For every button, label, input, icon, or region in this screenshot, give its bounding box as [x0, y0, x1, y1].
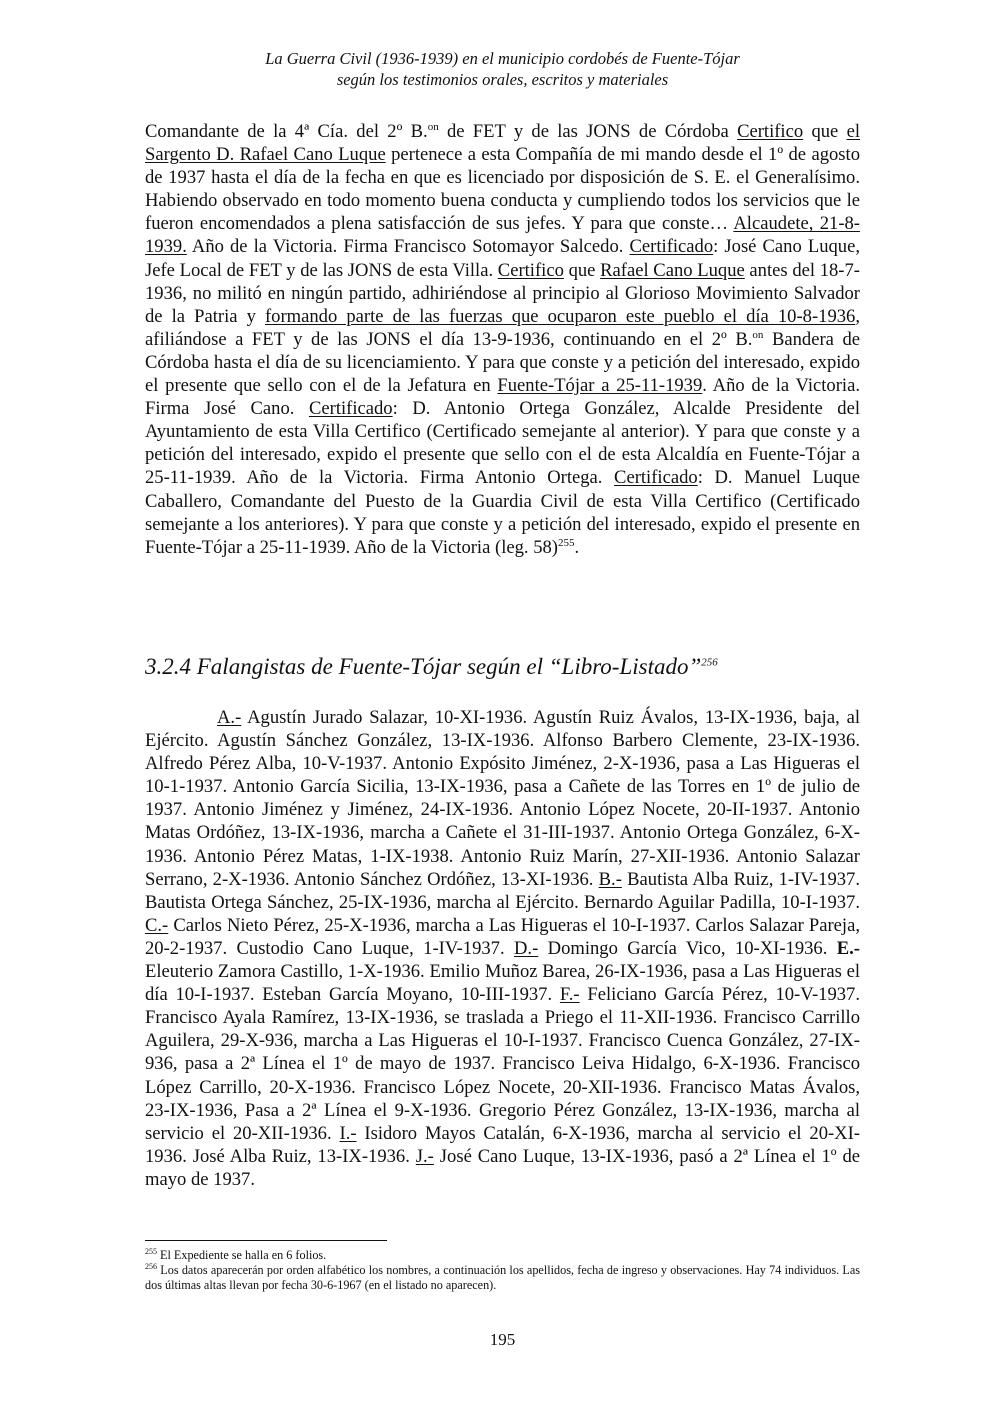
section-heading: [145, 652, 860, 682]
text-run: : D. Manuel Luque Caballero, Comandante del Puesto de la Guardia Civil de esta Villa Certifico (Certificado semejante a los anteriores). Y para que conste y a petición del interesado, expido el presente en Fuente-Tójar a 25-11-1939. Año de la Victoria (leg. 58): [145, 467, 860, 558]
list-entries: José Cano Luque, 13-IX-1936, pasó a 2ª Línea el 1º de mayo de 1937.: [145, 1145, 860, 1190]
list-entries: Bautista Alba Ruiz, 1-IV-1937. Bautista Ortega Sánchez, 25-IX-1936, marcha al Ejército. Bernardo Aguilar Padilla, 10-I-1937.: [145, 868, 860, 913]
letter-marker-b: B.-: [598, 868, 622, 890]
text-run: pertenece a esta Compañía de mi mando desde el 1º de agosto de 1937 hasta el día de la fecha en que es licenciado por disposición de S. E. el Generalísimo. Habiendo observado en todo momento buena conducta y cumpliendo todos los servicios que le fueron encomendados a plena satisfacción de sus jefes. Y para que conste…: [145, 144, 860, 235]
letter-marker-a: A.-: [217, 707, 242, 728]
list-entries: Eleuterio Zamora Castillo, 1-X-1936. Emilio Muñoz Barea, 26-IX-1936, pasa a Las Higueras el día 10-I-1937. Esteban García Moyano, 10-III-1937.: [145, 961, 860, 1006]
text-run: que: [803, 121, 847, 142]
superscript-on: on: [427, 120, 439, 133]
list-entries: Carlos Nieto Pérez, 25-X-1936, marcha a Las Higueras el 10-I-1937. Carlos Salazar Pareja, 20-2-1937. Custodio Cano Luque, 1-IV-1937.: [145, 914, 860, 959]
text-run: .: [574, 536, 580, 558]
footnote-text: El Expediente se halla en 6 folios.: [157, 1248, 327, 1262]
underlined-text: Certificado: [614, 467, 698, 489]
list-entries: Isidoro Mayos Catalán, 6-X-1936, marcha al servicio el 20-XI-1936. José Alba Ruiz, 13-IX-1936.: [145, 1122, 860, 1167]
text-run: Bandera de Córdoba hasta el día de su licenciamiento. Y para que conste y a petición del interesado, expido el presente que sello con el de la Jefatura en: [145, 328, 860, 397]
running-header-line-2: según los testimonios orales, escritos y materiales: [336, 70, 669, 89]
underlined-text: Certifico: [497, 259, 564, 281]
footnote-text: Los datos aparecerán por orden alfabético los nombres, a continuación los apellidos, fecha de ingreso y observaciones. Hay 74 individuos. Las dos últimas altas llevan por fecha 30-6-1967 (en el listado no aparecen).: [145, 1263, 860, 1292]
text-run: de FET y de las JONS de Córdoba: [438, 121, 738, 142]
footnote-ref-256[interactable]: 256: [701, 656, 718, 669]
footnote-ref-255[interactable]: 255: [558, 536, 575, 549]
page-number: 195: [489, 1330, 516, 1349]
running-header-line-1: La Guerra Civil (1936-1939) en el municipio cordobés de Fuente-Tójar: [265, 49, 740, 68]
footnote-255: [145, 1248, 860, 1263]
text-run: Comandante de la 4ª Cía. del 2º B.: [145, 121, 428, 142]
underlined-text: Certifico: [737, 121, 804, 142]
letter-marker-j: J.-: [415, 1145, 434, 1167]
footnote-256: [145, 1263, 860, 1293]
text-run: : José Cano Luque, Jefe Local de FET y de las JONS de esta Villa.: [145, 236, 860, 281]
section-title: 3.2.4 Falangistas de Fuente-Tójar según el “Libro-Listado”: [145, 654, 702, 679]
letter-marker-e: E.-: [836, 937, 860, 959]
text-run: que: [563, 259, 601, 281]
underlined-text: Certificado: [629, 236, 714, 258]
footnote-number: 256: [145, 1261, 157, 1271]
letter-marker-c: C.-: [145, 914, 169, 936]
list-entries: Feliciano García Pérez, 10-V-1937. Francisco Ayala Ramírez, 13-IX-1936, se traslada a Priego el 11-XII-1936. Francisco Carrillo Aguilera, 29-X-936, marcha a Las Higueras el 10-I-1937. Francisco Cuenca González, 27-IX-936, pasa a 2ª Línea el 1º de mayo de 1937. Francisco Leiva Hidalgo, 6-X-1936. Francisco López Carrillo, 20-X-1936. Francisco López Nocete, 20-XII-1936. Francisco Matas Ávalos, 23-IX-1936, Pasa a 2ª Línea el 9-X-1936. Gregorio Pérez González, 13-IX-1936, marcha al servicio el 20-XII-1936.: [145, 984, 860, 1144]
falangist-list-paragraph: [145, 706, 860, 1191]
text-run: Año de la Victoria. Firma Francisco Sotomayor Salcedo.: [186, 236, 630, 258]
list-entries: Agustín Jurado Salazar, 10-XI-1936. Agustín Ruiz Ávalos, 13-IX-1936, baja, al Ejército. Agustín Sánchez González, 13-IX-1936. Alfonso Barbero Clemente, 23-IX-1936. Alfredo Pérez Alba, 10-V-1937. Antonio Expósito Jiménez, 2-X-1936, pasa a Las Higueras el 10-1-1937. Antonio García Sicilia, 13-IX-1936, pasa a Cañete de las Torres en 1º de julio de 1937. Antonio Jiménez y Jiménez, 24-IX-1936. Antonio López Nocete, 20-II-1937. Antonio Matas Ordóñez, 13-IX-1936, marcha a Cañete el 31-III-1937. Antonio Ortega González, 6-X-1936. Antonio Pérez Matas, 1-IX-1938. Antonio Ruiz Marín, 27-XII-1936. Antonio Salazar Serrano, 2-X-1936. Antonio Sánchez Ordóñez, 13-XI-1936.: [145, 707, 860, 890]
underlined-text: Rafael Cano Luque: [600, 259, 745, 281]
letter-marker-d: D.-: [514, 937, 539, 959]
underlined-text: Fuente-Tójar a 25-11-1939: [497, 375, 703, 397]
underlined-text: formando parte de las fuerzas que ocuparon este pueblo el día 10-8-1936: [264, 305, 856, 327]
text-run: . Año de la Victoria. Firma José Cano.: [145, 375, 860, 420]
running-header: [145, 48, 860, 90]
list-entries: Domingo García Vico, 10-XI-1936.: [538, 937, 837, 959]
underlined-text: el Sargento D. Rafael Cano Luque: [145, 121, 860, 166]
letter-marker-f: F.-: [559, 984, 580, 1006]
text-run: , afiliándose a FET y de las JONS el día 13-9-1936, continuando en el 2º B.: [145, 305, 860, 350]
text-run: : D. Antonio Ortega González, Alcalde Presidente del Ayuntamiento de esta Villa Certifico (Certificado semejante al anterior). Y para que conste y a petición del interesado, expido el presente que sello con el de esta Alcaldía en Fuente-Tójar a 25-11-1939. Año de la Victoria. Firma Antonio Ortega.: [145, 398, 860, 489]
underlined-text: Certificado: [308, 398, 393, 420]
text-run: antes del 18-7-1936, no militó en ningún partido, adhiriéndose al principio al Glorioso Movimiento Salvador de la Patria y: [145, 259, 860, 327]
letter-marker-i: I.-: [339, 1122, 357, 1144]
footnotes: [145, 1248, 860, 1293]
underlined-text: Alcaudete, 21-8-1939.: [145, 213, 860, 258]
footnote-divider: [145, 1240, 387, 1241]
footnote-number: 255: [145, 1246, 157, 1256]
superscript-on: on: [752, 328, 764, 341]
certificate-paragraph: [145, 120, 860, 559]
